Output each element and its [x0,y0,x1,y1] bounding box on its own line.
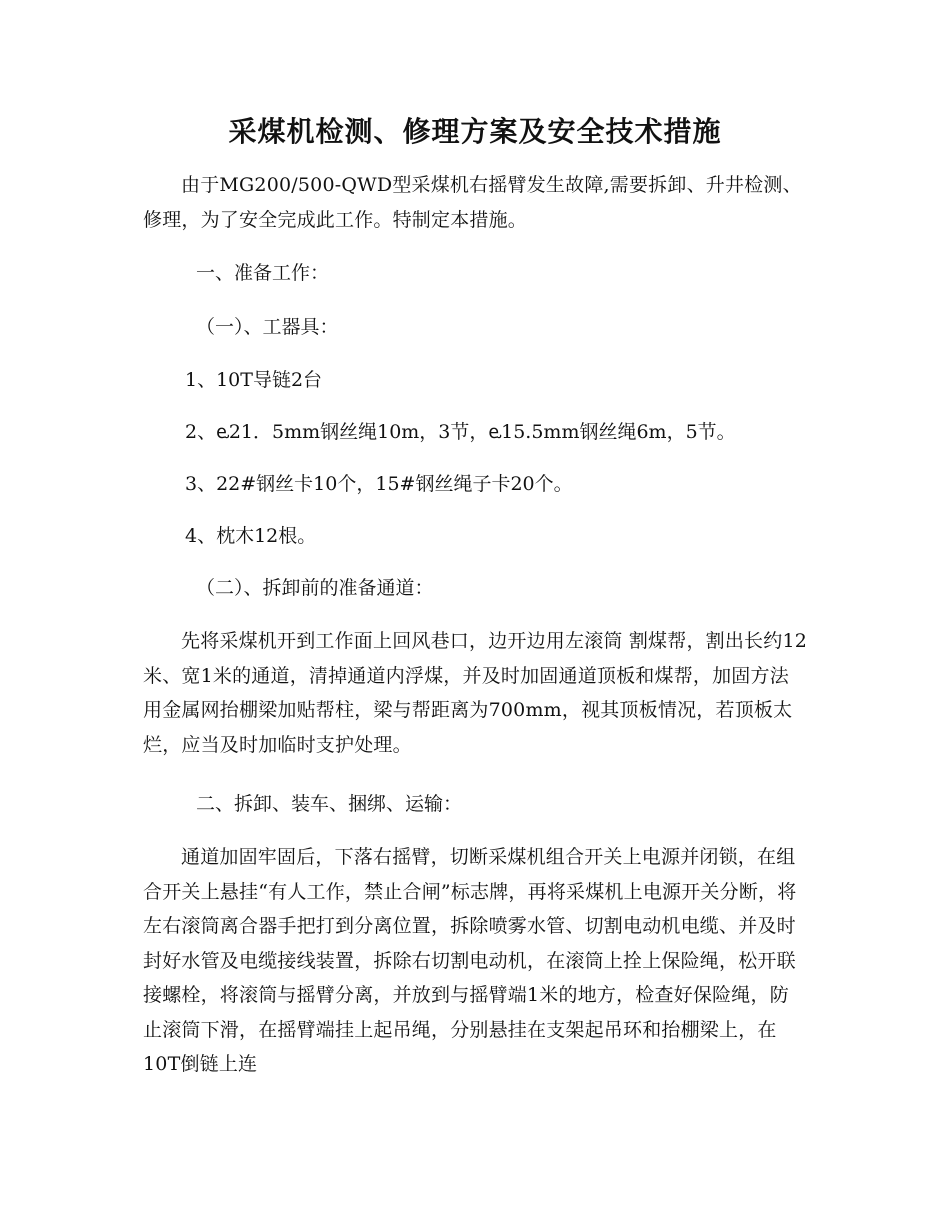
subsection-2-heading: （二）、拆卸前的准备通道： [196,577,434,599]
intro-paragraph: 由于MG200/500-QWD型采煤机右摇臂发生故障,需要拆卸、升井检测、修理，为了安全完成此工作。特制定本措施。 [143,174,802,231]
tool-item: 4、枕木12根。 [185,525,317,547]
tool-item: 2、ⱸ21．5mm钢丝绳10m，3节，ⱸ15.5mm钢丝绳6m，5节。 [185,421,736,443]
section-2-paragraph: 通道加固牢固后，下落右摇臂，切断采煤机组合开关上电源并闭锁，在组合开关上悬挂“有人工作，禁止合闸”标志牌，再将采煤机上电源开关分断，将左右滚筒离合器手把打到分离位置，拆除喷雾水管、切割电动机电缆、并及时封好水管及电缆接线装置，拆除右切割电动机，在滚筒上拴上保险绳，松开联接螺栓，将滚筒与摇臂分离，并放到与摇臂端1米的地方，检查好保险绳，防止滚筒下滑，在摇臂端挂上起吊绳，分别悬挂在支架起吊环和抬棚梁上，在10T倒链上连 [143,846,797,1075]
document-title: 采煤机检测、修理方案及安全技术措施 [228,115,722,148]
section-2-heading: 二、拆卸、装车、捆绑、运输： [196,793,463,815]
tool-item: 3、22#钢丝卡10个，15#钢丝绳子卡20个。 [185,473,573,495]
subsection-2-paragraph: 先将采煤机开到工作面上回风巷口，边开边用左滚筒 割煤帮，割出长约12米、宽1米的通道，清掉通道内浮煤，并及时加固通道顶板和煤帮，加固方法用金属网抬棚梁加贴帮柱，梁与帮距离为700mm，视其顶板情况，若顶板太烂，应当及时加临时支护处理。 [143,630,808,756]
tool-item: 1、10T导链2台 [185,369,323,391]
subsection-1-heading: （一）、工器具： [196,316,339,338]
section-1-heading: 一、准备工作： [196,262,330,284]
